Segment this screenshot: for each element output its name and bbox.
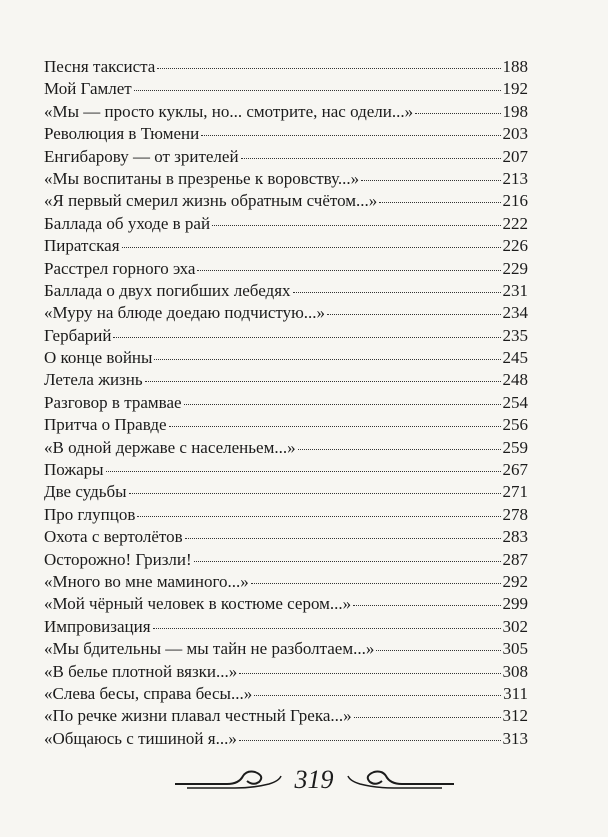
toc-title: «Общаюсь с тишиной я...»	[44, 728, 237, 748]
toc-title: Революция в Тюмени	[44, 124, 200, 144]
toc-entry	[44, 683, 528, 705]
toc-page: 198	[502, 101, 528, 121]
toc-title: «Много во мне маминого...»	[44, 571, 249, 591]
dot-leader	[379, 202, 500, 203]
toc-entry	[44, 190, 528, 212]
toc-entry	[44, 302, 528, 324]
toc-entry	[44, 213, 528, 235]
dot-leader	[241, 158, 501, 159]
toc-title: Притча о Правде	[44, 415, 167, 435]
page-number: 319	[294, 765, 334, 794]
toc-page: 308	[502, 661, 528, 681]
dot-leader	[376, 650, 500, 651]
dot-leader	[169, 426, 501, 427]
toc-entry	[44, 258, 528, 280]
toc-entry	[44, 459, 528, 481]
toc-title: Гербарий	[44, 325, 112, 345]
toc-entry	[44, 593, 528, 615]
toc-entry	[44, 638, 528, 660]
toc-title: Песня таксиста	[44, 57, 156, 76]
toc-page: 311	[503, 683, 528, 703]
toc-title: «Мой чёрный человек в костюме сером...»	[44, 594, 352, 614]
toc-page: 313	[502, 728, 528, 748]
toc-title: «Слева бесы, справа бесы...»	[44, 683, 253, 703]
toc-entry	[44, 369, 528, 391]
toc-entry	[44, 280, 528, 302]
dot-leader	[154, 359, 500, 360]
toc-page: 229	[502, 258, 528, 278]
toc-page: 254	[502, 392, 528, 412]
toc-title: «Мы воспитаны в презренье к воровству...»	[44, 168, 360, 188]
dot-leader	[254, 695, 501, 696]
toc-page: 226	[502, 236, 528, 256]
toc-title: Пиратская	[44, 236, 120, 256]
toc-page: 302	[502, 616, 528, 636]
toc-title: Пожары	[44, 460, 104, 480]
toc-page: 287	[502, 549, 528, 569]
dot-leader	[185, 538, 501, 539]
dot-leader	[122, 247, 501, 248]
dot-leader	[106, 471, 501, 472]
toc-page: 283	[502, 527, 528, 547]
toc-entry	[44, 526, 528, 548]
toc-page: 256	[502, 415, 528, 435]
toc-page: 234	[502, 303, 528, 323]
dot-leader	[137, 516, 500, 517]
toc-page: 207	[502, 146, 528, 166]
toc-entry	[44, 437, 528, 459]
toc-title: «Мы — просто куклы, но... смотрите, нас одели...»	[44, 101, 414, 121]
toc-title: «Мы бдительны — мы тайн не разболтаем...»	[44, 639, 375, 659]
toc-title: Мой Гамлет	[44, 79, 132, 99]
dot-leader	[415, 113, 500, 114]
table-of-contents	[44, 56, 528, 750]
toc-title: Про глупцов	[44, 504, 136, 524]
toc-page: 222	[502, 213, 528, 233]
toc-page: 192	[502, 79, 528, 99]
left-ornament-icon	[173, 768, 283, 792]
dot-leader	[157, 68, 500, 69]
toc-page: 248	[502, 370, 528, 390]
toc-page: 267	[502, 460, 528, 480]
toc-title: Расстрел горного эха	[44, 258, 196, 278]
toc-entry	[44, 56, 528, 78]
toc-title: «Я первый смерил жизнь обратным счётом...»	[44, 191, 378, 211]
page-footer	[150, 765, 478, 795]
toc-entry	[44, 728, 528, 750]
toc-entry	[44, 392, 528, 414]
dot-leader	[184, 404, 501, 405]
dot-leader	[113, 337, 500, 338]
dot-leader	[197, 270, 500, 271]
toc-entry	[44, 414, 528, 436]
dot-leader	[239, 673, 500, 674]
toc-title: Осторожно! Гризли!	[44, 549, 192, 569]
toc-entry	[44, 347, 528, 369]
toc-title: Разговор в трамвае	[44, 392, 182, 412]
dot-leader	[201, 135, 500, 136]
toc-entry	[44, 549, 528, 571]
toc-page: 292	[502, 571, 528, 591]
toc-page: 231	[502, 280, 528, 300]
toc-title: Две судьбы	[44, 482, 127, 502]
toc-page: 278	[502, 504, 528, 524]
dot-leader	[134, 90, 501, 91]
dot-leader	[129, 493, 501, 494]
toc-page: 213	[502, 168, 528, 188]
toc-entry	[44, 571, 528, 593]
toc-entry	[44, 101, 528, 123]
toc-page: 188	[502, 57, 528, 76]
dot-leader	[145, 381, 501, 382]
toc-title: Охота с вертолётов	[44, 527, 183, 547]
toc-entry	[44, 168, 528, 190]
toc-title: «В одной державе с населеньем...»	[44, 437, 296, 457]
toc-title: Баллада о двух погибших лебедях	[44, 280, 291, 300]
toc-page: 203	[502, 124, 528, 144]
toc-title: «Муру на блюде доедаю подчистую...»	[44, 303, 326, 323]
toc-entry	[44, 504, 528, 526]
toc-entry	[44, 78, 528, 100]
toc-page: 271	[502, 482, 528, 502]
toc-title: «По речке жизни плавал честный Грека...»	[44, 706, 352, 726]
dot-leader	[153, 628, 501, 629]
toc-title: Енгибарову — от зрителей	[44, 146, 239, 166]
toc-entry	[44, 616, 528, 638]
toc-entry	[44, 661, 528, 683]
toc-page: 216	[502, 191, 528, 211]
toc-entry	[44, 481, 528, 503]
toc-title: Летела жизнь	[44, 370, 143, 390]
toc-title: «В белье плотной вязки...»	[44, 661, 238, 681]
toc-page: 259	[502, 437, 528, 457]
toc-title: Импровизация	[44, 616, 151, 636]
dot-leader	[251, 583, 501, 584]
toc-page: 235	[502, 325, 528, 345]
toc-entry	[44, 235, 528, 257]
dot-leader	[293, 292, 501, 293]
toc-title: О конце войны	[44, 348, 153, 368]
dot-leader	[353, 605, 500, 606]
dot-leader	[354, 717, 501, 718]
toc-page: 299	[502, 594, 528, 614]
dot-leader	[327, 314, 500, 315]
toc-page: 312	[502, 706, 528, 726]
toc-entry	[44, 146, 528, 168]
toc-page: 245	[502, 348, 528, 368]
right-ornament-icon	[346, 768, 456, 792]
toc-entry	[44, 325, 528, 347]
dot-leader	[239, 740, 501, 741]
dot-leader	[212, 225, 500, 226]
toc-title: Баллада об уходе в рай	[44, 213, 211, 233]
dot-leader	[298, 449, 501, 450]
dot-leader	[194, 561, 501, 562]
toc-entry	[44, 123, 528, 145]
dot-leader	[361, 180, 500, 181]
toc-entry	[44, 705, 528, 727]
toc-page: 305	[502, 639, 528, 659]
